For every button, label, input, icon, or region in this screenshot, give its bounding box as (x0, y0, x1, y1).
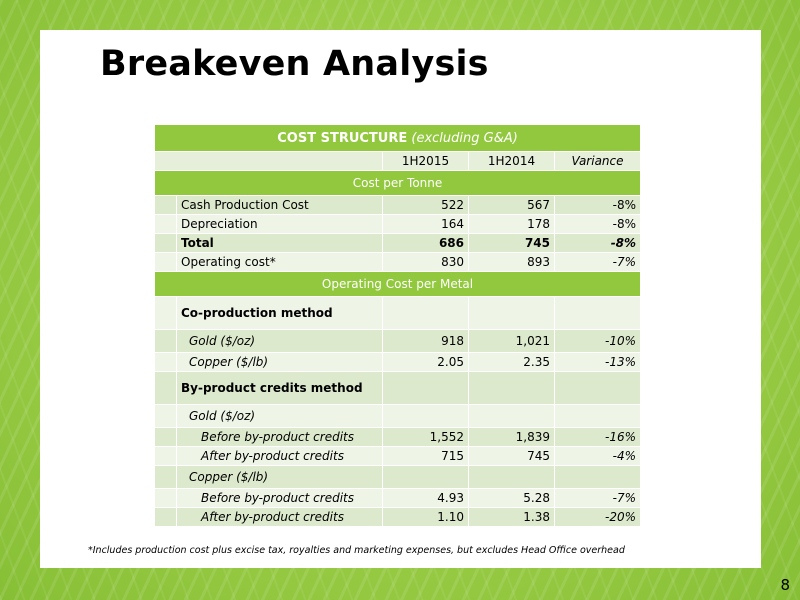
section-header: Cost per Tonne (155, 171, 641, 196)
cost-structure-table (154, 124, 641, 527)
footnote: *Includes production cost plus excise tax, royalties and marketing expenses, but excludes Head Office overhead (88, 545, 625, 556)
cell-1h2015: 164 (383, 215, 469, 234)
section-header: Operating Cost per Metal (155, 272, 641, 297)
table-row-total (155, 234, 641, 253)
cell-variance: -8% (555, 234, 641, 253)
metal-header-row (155, 466, 641, 489)
cell-1h2015: 4.93 (383, 489, 469, 508)
table-row (155, 196, 641, 215)
cell-1h2015: 715 (383, 447, 469, 466)
row-label: After by-product credits (177, 447, 383, 466)
row-label: Total (177, 234, 383, 253)
page-title: Breakeven Analysis (100, 44, 489, 84)
row-label: Cash Production Cost (177, 196, 383, 215)
row-label: Gold ($/oz) (177, 405, 383, 428)
cell-variance: -8% (555, 196, 641, 215)
table-row (155, 353, 641, 372)
column-header: 1H2015 (383, 152, 469, 171)
cell-variance: -7% (555, 489, 641, 508)
page-number: 8 (780, 576, 790, 594)
row-label: Depreciation (177, 215, 383, 234)
cell-1h2014: 745 (469, 447, 555, 466)
table-row (155, 508, 641, 527)
cell-1h2014: 2.35 (469, 353, 555, 372)
cell-1h2015: 918 (383, 330, 469, 353)
cell-1h2015: 522 (383, 196, 469, 215)
cell-variance: -7% (555, 253, 641, 272)
cell-1h2014: 178 (469, 215, 555, 234)
row-label: Gold ($/oz) (177, 330, 383, 353)
column-header: 1H2014 (469, 152, 555, 171)
cell-1h2015: 1,552 (383, 428, 469, 447)
row-label: Copper ($/lb) (177, 353, 383, 372)
cell-1h2014: 893 (469, 253, 555, 272)
method-label: By-product credits method (177, 372, 383, 405)
row-label: Before by-product credits (177, 428, 383, 447)
cell-1h2014: 1,839 (469, 428, 555, 447)
table-title-italic: (excluding G&A) (411, 130, 518, 146)
column-header: Variance (555, 152, 641, 171)
cell-1h2015: 686 (383, 234, 469, 253)
cell-1h2015: 1.10 (383, 508, 469, 527)
table-row (155, 330, 641, 353)
row-label: Before by-product credits (177, 489, 383, 508)
method-header-row (155, 297, 641, 330)
metal-header-row (155, 405, 641, 428)
table-row (155, 447, 641, 466)
table-title (155, 125, 641, 152)
method-label: Co-production method (177, 297, 383, 330)
row-label: After by-product credits (177, 508, 383, 527)
cell-variance: -4% (555, 447, 641, 466)
column-header-row (155, 152, 641, 171)
cell-variance: -8% (555, 215, 641, 234)
section-header-row (155, 272, 641, 297)
cell-variance: -16% (555, 428, 641, 447)
cell-1h2014: 1.38 (469, 508, 555, 527)
table-row (155, 489, 641, 508)
table-row (155, 215, 641, 234)
row-label: Operating cost* (177, 253, 383, 272)
cell-variance: -13% (555, 353, 641, 372)
table-title-strong: COST STRUCTURE (277, 130, 408, 146)
row-label: Copper ($/lb) (177, 466, 383, 489)
cell-1h2015: 830 (383, 253, 469, 272)
cell-1h2014: 5.28 (469, 489, 555, 508)
cell-1h2014: 1,021 (469, 330, 555, 353)
cell-variance: -10% (555, 330, 641, 353)
method-header-row (155, 372, 641, 405)
cell-variance: -20% (555, 508, 641, 527)
cell-1h2015: 2.05 (383, 353, 469, 372)
cell-1h2014: 745 (469, 234, 555, 253)
section-header-row (155, 171, 641, 196)
table-title-row (155, 125, 641, 152)
table-row (155, 428, 641, 447)
cell-1h2014: 567 (469, 196, 555, 215)
table-row (155, 253, 641, 272)
